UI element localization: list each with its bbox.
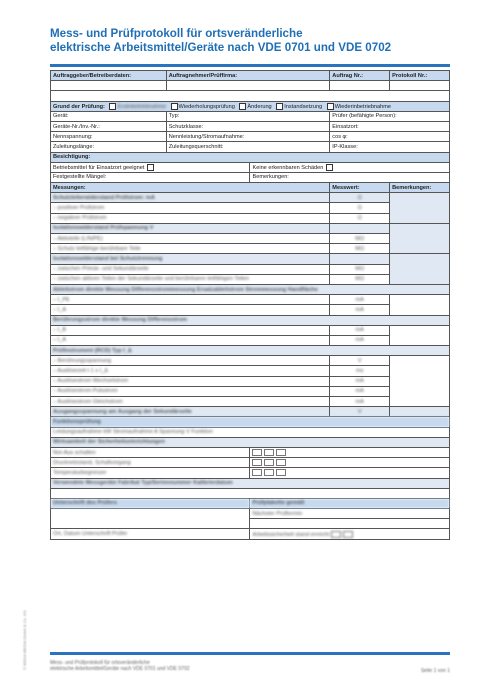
checkbox-cell[interactable]	[250, 468, 450, 478]
zuleitungsquerschnitt-field[interactable]: Zuleitungsquerschnitt:	[166, 142, 330, 152]
reason-option-3: Instandsetzung	[284, 103, 323, 110]
blurred-row: Not-Aus schalten	[51, 447, 250, 457]
title-line-2: elektrische Arbeitsmittel/Geräte nach VDE 0701 und VDE 0702	[50, 41, 392, 54]
blurred-row: Ausgangsspannung am Ausgang der Sekundärseite	[51, 407, 330, 417]
unit-cell: Ω	[330, 213, 390, 223]
blurred-row: – Auslösezeit t 1 x I_Δ	[51, 366, 330, 376]
blurred-row: Prüfplakette gemäß	[250, 498, 450, 508]
reason-option-2: Änderung	[247, 103, 272, 110]
reason-checkbox-0[interactable]	[109, 103, 116, 110]
suitable-label: Betriebsmittel für Einsatzort geeignet	[53, 164, 145, 171]
blurred-row: Temperaturbegrenzer	[51, 468, 250, 478]
remark-cell[interactable]	[390, 254, 450, 285]
inspection-suitable	[51, 162, 250, 172]
unit-cell: mA	[330, 376, 390, 386]
ip-klasse-field[interactable]: IP-Klasse:	[330, 142, 450, 152]
inspection-no-damage	[250, 162, 450, 172]
checkbox-cell[interactable]	[250, 458, 450, 468]
remark-cell[interactable]	[390, 356, 450, 407]
bottom-rule	[50, 652, 450, 655]
client-field[interactable]	[51, 81, 167, 91]
blurred-row: Wirksamkeit der Sicherheitseinrichtungen	[51, 437, 450, 447]
cos-phi-field[interactable]: cos φ:	[330, 132, 450, 142]
blurred-row: Schutzleiterwiderstand Prüfstrom: mA	[51, 193, 330, 203]
reason-checkbox-1[interactable]	[171, 103, 178, 110]
protocol-no-field[interactable]	[390, 81, 450, 91]
nennspannung-field[interactable]: Nennspannung:	[51, 132, 167, 142]
blurred-row: – I_A	[51, 335, 330, 345]
unit-cell: MΩ	[330, 274, 390, 284]
protocol-no-label: Protokoll Nr.:	[390, 71, 450, 81]
reason-option-1: Wiederholungsprüfung	[178, 103, 235, 110]
remark-cell[interactable]	[390, 325, 450, 345]
unit-cell: V	[330, 356, 390, 366]
measurements-label: Messungen:	[51, 183, 330, 193]
unit-cell: mA	[330, 386, 390, 396]
document-title	[50, 27, 460, 55]
contractor-label: Auftragnehmer/Prüffirma:	[166, 71, 330, 81]
unit-cell: mA	[330, 325, 390, 335]
geraet-field[interactable]: Gerät:	[51, 111, 167, 121]
blurred-row: – Auslösestrom Gleichstrom	[51, 397, 330, 407]
blurred-row: Verwendete Messgeräte Fabrikat Typ/Seriennummer Kalibrierdatum	[51, 478, 450, 488]
remark-cell[interactable]	[390, 295, 450, 315]
pruefer-field[interactable]: Prüfer (befähigte Person):	[330, 111, 450, 121]
next-date-field[interactable]	[250, 519, 450, 529]
checkbox-cell[interactable]	[250, 447, 450, 457]
contractor-field[interactable]	[166, 81, 330, 91]
no-damage-label: Keine erkennbaren Schäden	[252, 164, 324, 171]
blurred-row: Prüfinstrument (RCD) Typ I_Δ	[51, 346, 450, 356]
reason-checkbox-4[interactable]	[327, 103, 334, 110]
order-no-label: Auftrag Nr.:	[330, 71, 390, 81]
schutzklasse-field[interactable]: Schutzklasse:	[166, 121, 330, 131]
protocol-form	[50, 70, 450, 540]
remark-cell[interactable]	[390, 193, 450, 224]
blurred-row: – zwischen aktiven Teilen der Sekundärseite und berührbaren leitfähigen Teilen	[51, 274, 330, 284]
footer-line-2: elektrische Arbeitsmittel/Geräte nach VDE 0701 und VDE 0702	[50, 666, 190, 672]
value-cell[interactable]	[330, 223, 390, 233]
reason-checkbox-3[interactable]	[276, 103, 283, 110]
blurred-row: – I_PE	[51, 295, 330, 305]
suitable-checkbox[interactable]	[147, 164, 154, 171]
title-line-1: Mess- und Prüfprotokoll für ortsveränderliche	[50, 27, 303, 40]
defects-field[interactable]: Festgestellte Mängel:	[51, 172, 250, 182]
unit-cell: MΩ	[330, 244, 390, 254]
reason-checkbox-2[interactable]	[239, 103, 246, 110]
blurred-row: Berührungsstrom direkte Messung Differenzstrom	[51, 315, 450, 325]
zuleitungslaenge-field[interactable]: Zuleitungslänge:	[51, 142, 167, 152]
order-no-field[interactable]	[330, 81, 390, 91]
measured-value-label: Messwert:	[330, 183, 390, 193]
blurred-row: – Schutz leitfähige berührbare Teile	[51, 244, 330, 254]
inspection-label: Besichtigung:	[51, 152, 450, 162]
blurred-row: – Auslösestrom Wechselstrom	[51, 376, 330, 386]
client-label: Auftraggeber/Betreiberdaten:	[51, 71, 167, 81]
reason-option-4: Wiederinbetriebnahme	[334, 103, 392, 110]
value-cell[interactable]	[330, 254, 390, 264]
unit-cell: V	[330, 407, 390, 417]
blurred-row: Arbeitssicherheit stand erreicht	[250, 529, 450, 539]
blurred-row: – I_A	[51, 305, 330, 315]
blurred-row: – zwischen Primär- und Sekundärseite	[51, 264, 330, 274]
measurement-remarks-label: Bemerkungen:	[390, 183, 450, 193]
unit-cell: mA	[330, 305, 390, 315]
unit-cell: MΩ	[330, 234, 390, 244]
unit-cell: MΩ	[330, 264, 390, 274]
unit-cell: ms	[330, 366, 390, 376]
blurred-row: Nächster Prüftermin	[250, 509, 450, 519]
signature-field[interactable]	[51, 509, 250, 529]
blurred-row: Unterschrift des Prüfers	[51, 498, 250, 508]
remark-cell[interactable]	[390, 223, 450, 254]
blurred-row: Isolationswiderstand bei Schutztrennung	[51, 254, 330, 264]
blurred-row: Ort, Datum Unterschrift Prüfer	[51, 529, 250, 539]
footer	[50, 660, 450, 672]
footer-page: Seite 1 von 1	[420, 668, 450, 674]
blurred-row: – Auslösestrom Pulsstrom	[51, 386, 330, 396]
geraete-nr-field[interactable]: Geräte-Nr./Inv.-Nr.:	[51, 121, 167, 131]
reason-row	[51, 101, 450, 111]
blurred-row: – Aktivteile (L/N/PE)	[51, 234, 330, 244]
side-copyright: © WEKA MEDIA GmbH & Co. KG	[22, 610, 27, 670]
blurred-row: Isolationswiderstand Prüfspannung V	[51, 223, 330, 233]
unit-cell: Ω	[330, 193, 390, 203]
blurred-row: – I_B	[51, 325, 330, 335]
reason-option-0: Erstinbetriebnahme	[117, 103, 166, 110]
unit-cell: mA	[330, 295, 390, 305]
einsatzort-field[interactable]: Einsatzort:	[330, 121, 450, 131]
blurred-row: – positiver Prüfstrom	[51, 203, 330, 213]
unit-cell: Ω	[330, 203, 390, 213]
remarks-field[interactable]: Bemerkungen:	[250, 172, 450, 182]
footer-line-1: Mess- und Prüfprotokoll für ortsveränderliche	[50, 660, 150, 666]
blurred-row: Funktionsprüfung	[51, 417, 450, 427]
unit-cell: mA	[330, 397, 390, 407]
blurred-row: – Berührungsspannung	[51, 356, 330, 366]
blurred-row: Drucknetzstand, Schaltvorgang	[51, 458, 250, 468]
no-damage-checkbox[interactable]	[326, 164, 333, 171]
typ-field[interactable]: Typ:	[166, 111, 330, 121]
top-rule	[50, 64, 450, 67]
blurred-row: Ableitstrom direkte Messung Differenzstrommessung Ersatzableitstrom Strommessung Handfläche	[51, 284, 450, 294]
blurred-row: Leistungsaufnahme kW Stromaufnahme A Spannung V Funktion	[51, 427, 450, 437]
remark-cell[interactable]	[390, 407, 450, 417]
unit-cell: mA	[330, 335, 390, 345]
nennleistung-field[interactable]: Nennleistung/Stromaufnahme:	[166, 132, 330, 142]
blurred-row: – negativer Prüfstrom	[51, 213, 330, 223]
reason-label: Grund der Prüfung:	[53, 103, 105, 110]
